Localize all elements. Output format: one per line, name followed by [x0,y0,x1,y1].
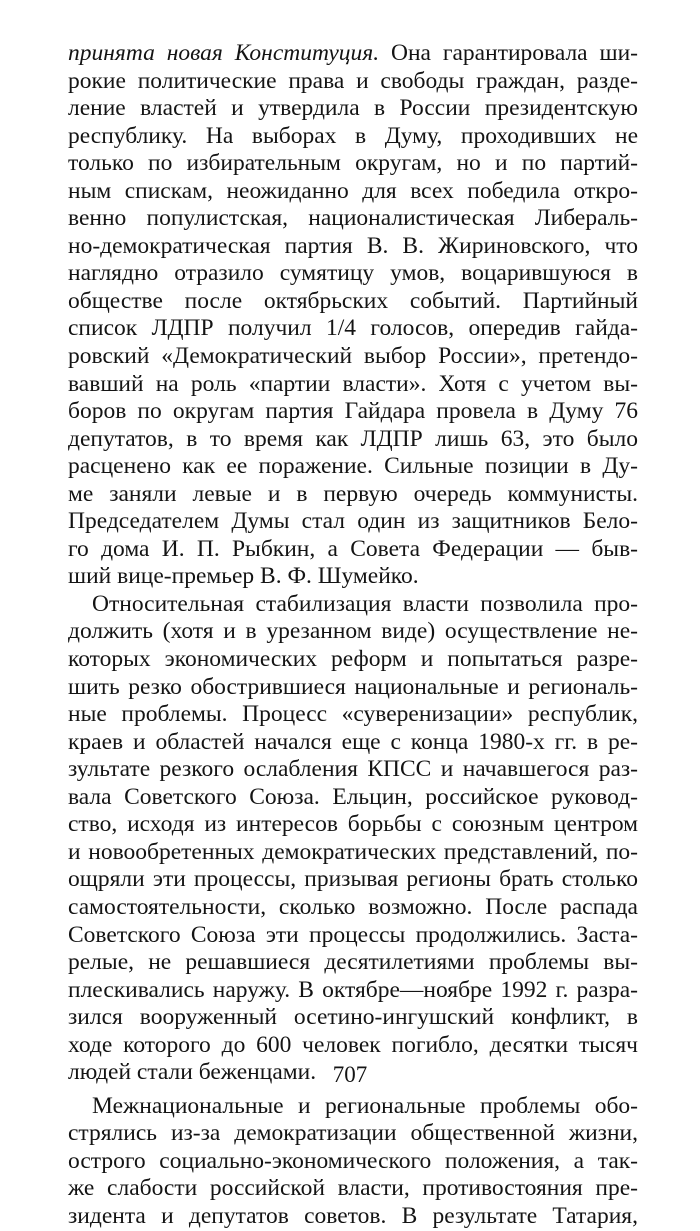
text-line: же слабости российской власти, противостояния пре- [68,1175,638,1202]
text-line: ходе которого до 600 человек погибло, десятки тысяч [68,1031,638,1058]
text-line: ровский «Демократический выбор России», претендо- [68,343,638,370]
text-line: зидента и депутатов советов. В результате Татария, [68,1202,638,1229]
text-line: Относительная стабилизация власти позволила про- [92,590,638,617]
text-line: Председателем Думы стал один из защитников Бело- [68,508,638,535]
text-line: ме заняли левые и в первую очередь коммунисты. [68,480,638,507]
text-line: должить (хотя и в урезанном виде) осуществление не- [68,618,638,645]
text-line [68,40,638,68]
text-line: которых экономических реформ и попытаться разре- [68,646,638,673]
text-line: наглядно отразило сумятицу умов, воцарившуюся в [68,260,638,287]
text-line: рокие политические права и свободы граждан, разде- [68,67,638,94]
text-line: расценено как ее поражение. Сильные позиции в Ду- [68,453,638,480]
text-line: список ЛДПР получил 1/4 голосов, опередив гайда- [68,315,638,342]
text-line: и новообретенных демократических представлений, по- [68,838,638,865]
text-line: Межнациональные и региональные проблемы обо- [92,1092,638,1119]
page-body [68,40,638,1231]
text-line: ший вице-премьер В. Ф. Шумейко. [68,563,419,590]
text-line: стрялись из-за демократизации общественной жизни, [68,1120,638,1147]
paragraph-2 [68,591,638,1087]
text-line: ство, исходя из интересов борьбы с союзным центром [68,811,638,838]
page-number: 707 [332,1062,368,1087]
text-line: ные проблемы. Процесс «суверенизации» республик, [68,701,638,728]
text-line: Советского Союза эти процессы продолжились. Заста- [68,921,638,948]
text-line: боров по округам партия Гайдара провела в Думу 76 [68,398,638,425]
paragraph-1 [68,40,638,591]
text-line: острого социально-экономического положения, а так- [68,1147,638,1174]
paragraph-3 [68,1093,638,1231]
text-line: краев и областей начался еще с конца 1980-х гг. в ре- [68,728,638,755]
text-line: шить резко обострившиеся национальные и региональ- [68,673,638,700]
text-line: вала Советского Союза. Ельцин, российское руковод- [68,783,638,810]
text-line: зультате резкого ослабления КПСС и начавшегося раз- [68,756,638,783]
line-text: Она гарантировала ши- [379,40,638,66]
text-line: венно популистская, националистическая Либераль- [68,205,638,232]
text-line: депутатов, в то время как ЛДПР лишь 63, это было [68,425,638,452]
text-line: го дома И. П. Рыбкин, а Совета Федерации — быв- [68,535,638,562]
italic-phrase: принята новая Конституция. [68,40,380,66]
text-line: самостоятельности, сколько возможно. После распада [68,893,638,920]
text-line: плескивались наружу. В октябре—ноябре 1992 г. разра- [68,976,638,1003]
text-line: но-демократическая партия В. В. Жириновского, что [68,232,638,259]
text-line: ощряли эти процессы, призывая регионы брать столько [68,866,638,893]
text-line: обществе после октябрьских событий. Партийный [68,287,638,314]
text-line: людей стали беженцами. [68,1059,317,1086]
text-line: релые, не решавшиеся десятилетиями проблемы вы- [68,949,638,976]
text-line: ление властей и утвердила в России президентскую [68,95,638,122]
text-line: только по избирательным округам, но и по партий- [68,150,638,177]
text-line: вавший на роль «партии власти». Хотя с учетом вы- [68,370,638,397]
text-line: республику. На выборах в Думу, проходивших не [68,122,638,149]
text-line: зился вооруженный осетино-ингушский конфликт, в [68,1004,638,1031]
text-line: ным спискам, неожиданно для всех победила откро- [68,177,638,204]
